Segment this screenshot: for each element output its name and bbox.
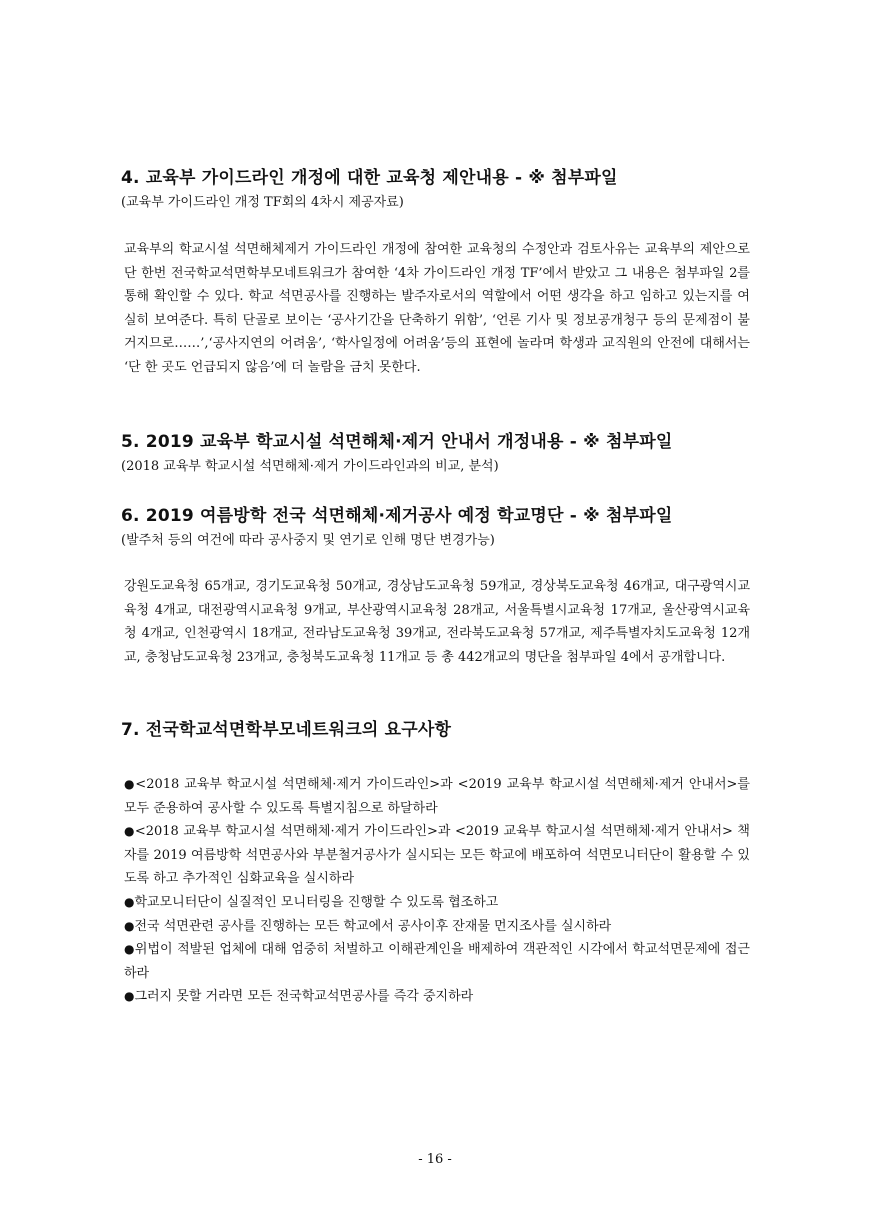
section-4-heading: 4. 교육부 가이드라인 개정에 대한 교육청 제안내용 - ※ 첨부파일 (121, 168, 618, 188)
bullet-icon: ● (124, 824, 135, 839)
bullet-icon: ● (124, 777, 136, 791)
list-item (124, 820, 750, 891)
section-6-body: 강원도교육청 65개교, 경기도교육청 50개교, 경상남도교육청 59개교, 경상북도교육청 46개교, 대구광역시교육청 4개교, 대전광역시교육청 9개교, 부산광역시교육청 28개교, 서울특별시교육청 17개교, 울산광역시교육청 4개교, 인천광역시 18개교, 전라남도교육청 39개교, 전라북도교육청 57개교, 제주특별자치도교육청 12개교, 충청남도교육청 23개교, 충청북도교육청 11개교 등 총 442개교의 명단을 첨부파일 4에서 공개합니다. (124, 579, 750, 665)
list-item-text: 그러지 못할 거라면 모든 전국학교석면공사를 즉각 중지하라 (134, 989, 474, 1005)
section-4-body: 교육부의 학교시설 석면해체제거 가이드라인 개정에 참여한 교육청의 수정안과 검토사유는 교육부의 제안으로 단 한번 전국학교석면학부모네트워크가 참여한 ‘4차 가이드라인 개정 TF’에서 받았고 그 내용은 첨부파일 2를 통해 확인할 수 있다. 학교 석면공사를 진행하는 발주자로서의 역할에서 어떤 생각을 하고 임하고 있는지를 여실히 보여준다. 특히 단골로 보이는 ‘공사기간을 단축하기 위함’, ‘언론 기사 및 정보공개청구 등의 문제점이 불거지므로……’,‘공사지연의 어려움’, ‘학사일정에 어려움’등의 표현에 놀라며 학생과 교직원의 안전에 대해서는 ‘단 한 곳도 언급되지 않음’에 더 놀람을 금치 못한다. (124, 242, 750, 375)
section-5-subtitle: (2018 교육부 학교시설 석면해체·제거 가이드라인과의 비교, 분석) (121, 459, 499, 474)
page-number: - 16 - (418, 1152, 452, 1167)
list-item-text: 학교모니터단이 실질적인 모니터링을 진행할 수 있도록 협조하고 (134, 894, 499, 910)
bullet-icon: ● (124, 918, 135, 933)
section-6-heading: 6. 2019 여름방학 전국 석면해체·제거공사 예정 학교명단 - ※ 첨부파일 (121, 506, 673, 526)
section-5-heading: 5. 2019 교육부 학교시설 석면해체·제거 안내서 개정내용 - ※ 첨부파일 (121, 432, 673, 452)
list-item (124, 773, 750, 820)
section-6-subtitle: (발주처 등의 여건에 따라 공사중지 및 연기로 인해 명단 변경가능) (121, 533, 495, 548)
section-4-subtitle: (교육부 가이드라인 개정 TF회의 4차시 제공자료) (121, 195, 404, 210)
list-item-text: <2018 교육부 학교시설 석면해체·제거 가이드라인>과 <2019 교육부 학교시설 석면해체·제거 안내서>를 모두 준용하여 공사할 수 있도록 특별지침으로 하달하라 (124, 777, 750, 816)
list-item-text: <2018 교육부 학교시설 석면해체·제거 가이드라인>과 <2019 교육부 학교시설 석면해체·제거 안내서> 책자를 2019 여름방학 석면공사와 부분철거공사가 실시되는 모든 학교에 배포하여 석면모니터단이 활용할 수 있도록 하고 추가적인 심화교육을 실시하라 (124, 824, 750, 887)
list-item-text: 위법이 적발된 업체에 대해 엄중히 처벌하고 이해관계인을 배제하여 객관적인 시각에서 학교석면문제에 접근하라 (124, 942, 750, 981)
list-item (124, 891, 750, 915)
demands-list (124, 773, 750, 1009)
bullet-icon: ● (124, 942, 135, 957)
list-item (124, 915, 750, 939)
section-7-heading: 7. 전국학교석면학부모네트워크의 요구사항 (121, 720, 452, 740)
list-item (124, 985, 750, 1009)
bullet-icon: ● (124, 989, 135, 1004)
list-item-text: 전국 석면관련 공사를 진행하는 모든 학교에서 공사이후 잔재물 먼지조사를 실시하라 (134, 918, 612, 934)
bullet-icon: ● (124, 894, 135, 909)
list-item (124, 938, 750, 985)
